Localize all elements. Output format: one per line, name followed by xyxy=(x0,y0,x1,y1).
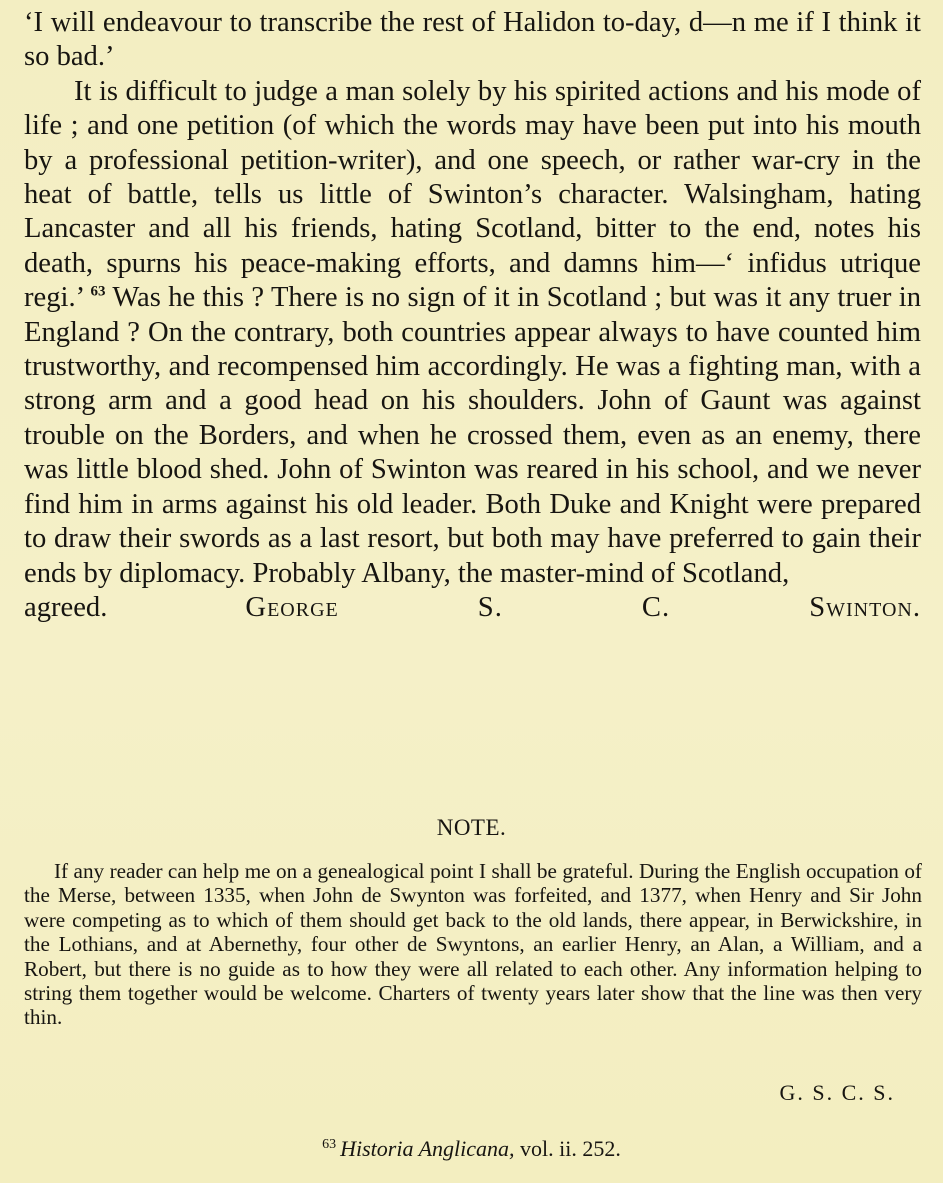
footnote-source-title: Historia Anglicana, xyxy=(340,1136,515,1161)
author-signature: George S. C. Swinton. xyxy=(245,591,921,623)
main-text xyxy=(24,6,921,625)
footnote xyxy=(0,1136,943,1162)
closing-word: agreed. xyxy=(24,591,108,623)
note-initials: G. S. C. S. xyxy=(779,1080,895,1105)
body-paragraph xyxy=(24,75,921,591)
continuation-paragraph: ‘I will endeavour to transcribe the rest of Halidon to-day, d—n me if I think it so bad.’ xyxy=(24,7,921,73)
signature-line xyxy=(24,591,921,625)
note-paragraph: If any reader can help me on a genealogical point I shall be grateful. During the English occupation of the Merse, between 1335, when John de Swynton was forfeited, and 1377, when Henry and Sir John were competing as to which of them should get back to the old lands, there appear, in Berwickshire, in the Lothians, and at Abernethy, four other de Swyntons, an earlier Henry, an Alan, a William, and a Robert, but there is no guide as to how they were all related to each other. Any information helping to string them together would be welcome. Charters of twenty years later show that the line was then very thin. xyxy=(24,859,922,1030)
note-body xyxy=(24,859,922,1030)
note-heading: NOTE. xyxy=(436,815,507,840)
paragraph-text-after-reference: Was he this ? There is no sign of it in Scotland ; but was it any truer in England ? On the contrary, both countries appear always to have counted him trustworthy, and recompensed him accordingly. He was a fighting man, with a strong arm and a good head on his shoulders. John of Gaunt was against trouble on the Borders, and when he crossed them, even as an enemy, there was little blood shed. John of Swinton was reared in his school, and we never find him in arms against his old leader. Both Duke and Knight were prepared to draw their swords as a last resort, but both may have preferred to gain their ends by diplomacy. Probably Albany, the master-mind of Scotland, xyxy=(24,282,921,589)
footnote-source-reference: vol. ii. 252. xyxy=(514,1136,621,1161)
paragraph-text-before-reference: It is difficult to judge a man solely by his spirited actions and his mode of life ; and one petition (of which the words may have been put into his mouth by a professional petition-writer), and one speech, or rather war-cry in the heat of battle, tells us little of Swinton’s character. Walsingham, hating Lancaster and all his friends, hating Scotland, bitter to the end, notes his death, spurns his peace-making efforts, and damns him—‘ infidus utrique regi.’ xyxy=(24,75,921,314)
footnote-number: 63 xyxy=(322,1136,337,1152)
footnote-reference[interactable]: 63 xyxy=(90,283,106,300)
